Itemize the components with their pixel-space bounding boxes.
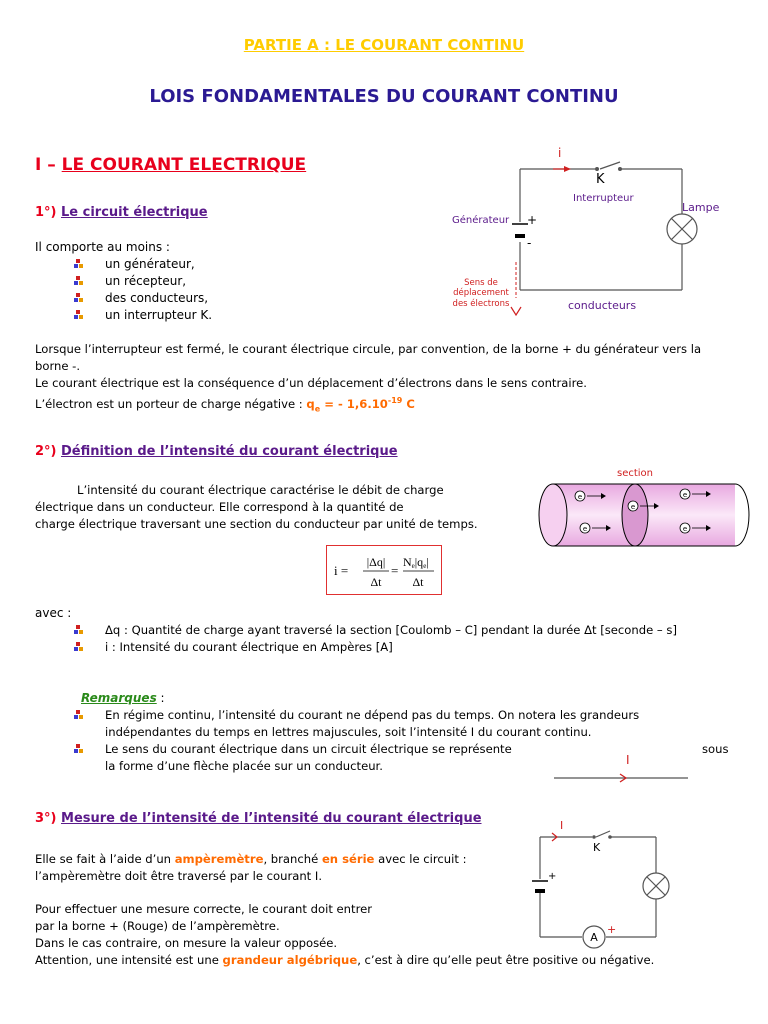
- bullet-icon: [74, 259, 84, 269]
- remarques-list: En régime continu, l’intensité du courant ne dépend pas du temps. On notera les grandeurs indépendantes du temps en lettres majuscules, soit l’intensité I du courant continu. Le sens du courant électrique dans un circuit électrique se représente la forme d’une flèche placée sur un conducteur.: [74, 707, 639, 775]
- subheading-number: 3°): [35, 811, 62, 826]
- subheading-title: Le circuit électrique: [61, 205, 208, 220]
- definition-list: [74, 622, 677, 656]
- highlight-term: grandeur algébrique: [222, 953, 358, 967]
- conductor-caption: conducteurs: [568, 299, 637, 312]
- paragraph: Lorsque l’interrupteur est fermé, le courant électrique circule, par convention, de la borne + du générateur vers la borne -. Le courant électrique est la conséquence d’un déplacement d’électrons dans le sens contraire. L’électron est un porteur de charge négative : $q_e$ = - $1,6.10^{-19}$ C: [35, 342, 702, 414]
- formula-denominator: Δt: [412, 575, 424, 589]
- plus-sign: +: [527, 213, 538, 227]
- switch-label: K: [593, 841, 601, 854]
- ammeter-plus-sign: +: [607, 923, 617, 936]
- section-ellipse: [622, 484, 648, 546]
- ammeter-label: A: [590, 931, 598, 944]
- plus-sign: +: [548, 871, 557, 882]
- svg-text:e: e: [582, 525, 588, 533]
- electron-caption: Sens de: [464, 278, 498, 288]
- subheading-number: 2°): [35, 444, 62, 459]
- bullet-icon: [74, 710, 84, 720]
- bullet-icon: [74, 310, 84, 320]
- avec-label: avec :: [35, 606, 72, 620]
- section-title: LE COURANT ELECTRIQUE: [61, 155, 307, 175]
- section-heading: [35, 155, 306, 175]
- list-item: Δq : Quantité de charge ayant traversé la section [Coulomb – C] pendant la durée Δt [seconde – s]: [74, 622, 677, 639]
- electron-arrow-icon: [511, 307, 521, 315]
- formula-lhs: i =: [334, 563, 349, 578]
- bullet-icon: [74, 642, 84, 652]
- subheading-title: Définition de l’intensité du courant électrique: [61, 444, 398, 459]
- subheading-measure: [35, 811, 482, 826]
- intensity-formula: [326, 545, 442, 595]
- formula-graphic: [327, 546, 441, 594]
- electron-charge: $q_e$ = - $1,6.10^{-19}$ C: [306, 396, 415, 414]
- subheading-intensity: [35, 444, 398, 459]
- list-item: i : Intensité du courant électrique en Ampères [A]: [74, 639, 677, 656]
- battery-plate: [515, 234, 525, 238]
- current-arrow-icon: [564, 166, 571, 172]
- paragraph: Elle se fait à l’aide d’un ampèremètre, branché en série avec le circuit : l’ampèremètre doit être traversé par le courant I.: [35, 852, 467, 883]
- formula-numerator: |Δq|: [366, 555, 386, 569]
- generator-caption: Générateur: [452, 215, 510, 226]
- list-item: un interrupteur K.: [74, 307, 212, 324]
- component-list: [74, 256, 212, 324]
- ammeter-circuit-diagram: [510, 815, 670, 950]
- formula-equals: =: [391, 563, 399, 578]
- switch-caption: Interrupteur: [573, 193, 634, 204]
- svg-text:e: e: [630, 503, 636, 511]
- bullet-icon: [74, 744, 84, 754]
- svg-text:e: e: [577, 493, 583, 501]
- section-diagram: [535, 462, 755, 552]
- svg-text:e: e: [682, 525, 688, 533]
- sous-word: sous: [702, 742, 729, 756]
- current-label: I: [560, 819, 564, 832]
- electron-caption: des électrons: [452, 299, 510, 309]
- highlight-term: ampèremètre: [174, 852, 264, 866]
- section-number: I –: [35, 155, 62, 175]
- highlight-term: en série: [321, 852, 375, 866]
- section-caption: section: [616, 468, 654, 479]
- bullet-icon: [74, 293, 84, 303]
- svg-text:e: e: [682, 491, 688, 499]
- formula-denominator: Δt: [370, 575, 382, 589]
- paragraph: Pour effectuer une mesure correcte, le courant doit entrer par la borne + (Rouge) de l’ampèremètre. Dans le cas contraire, on mesure la valeur opposée. Attention, une intensité est une grandeur algébrique, c’est à dire qu’elle peut être positive ou négative.: [35, 902, 655, 967]
- lamp-caption: Lampe: [682, 201, 720, 214]
- current-arrow-label: I: [626, 753, 630, 767]
- partie-label: PARTIE A: [243, 36, 319, 54]
- remarques-heading: Remarques :: [81, 691, 165, 705]
- list-item: Le sens du courant électrique dans un circuit électrique se représente: [74, 741, 639, 758]
- current-label: i: [558, 146, 562, 160]
- partie-rest: : LE COURANT CONTINU: [318, 36, 525, 54]
- subheading-title: Mesure de l’intensité de l’intensité du courant électrique: [61, 811, 482, 826]
- switch-contact: [618, 167, 622, 171]
- page-title: LOIS FONDAMENTALES DU COURANT CONTINU: [149, 86, 619, 107]
- switch-contact: [595, 167, 599, 171]
- formula-numerator: Ne|qe|: [403, 555, 429, 570]
- partie-heading: [0, 36, 768, 54]
- list-item: des conducteurs,: [74, 290, 212, 307]
- list-item: En régime continu, l’intensité du courant ne dépend pas du temps. On notera les grandeurs: [74, 707, 639, 724]
- bullet-icon: [74, 276, 84, 286]
- intro-text: Il comporte au moins :: [35, 240, 170, 254]
- list-item: un récepteur,: [74, 273, 212, 290]
- minus-sign: -: [527, 236, 532, 250]
- subheading-circuit: [35, 205, 208, 220]
- list-item: un générateur,: [74, 256, 212, 273]
- paragraph: L’intensité du courant électrique caractérise le débit de charge électrique dans un conducteur. Elle correspond à la quantité de charge électrique traversant une section du conducteur par unité de temps.: [35, 483, 478, 531]
- bullet-icon: [74, 625, 84, 635]
- subheading-number: 1°): [35, 205, 62, 220]
- current-arrow-diagram: [552, 750, 692, 790]
- battery-plate: [535, 889, 545, 893]
- switch-label: K: [596, 172, 605, 187]
- electron-caption: déplacement: [453, 288, 509, 298]
- circuit-diagram: [440, 140, 740, 320]
